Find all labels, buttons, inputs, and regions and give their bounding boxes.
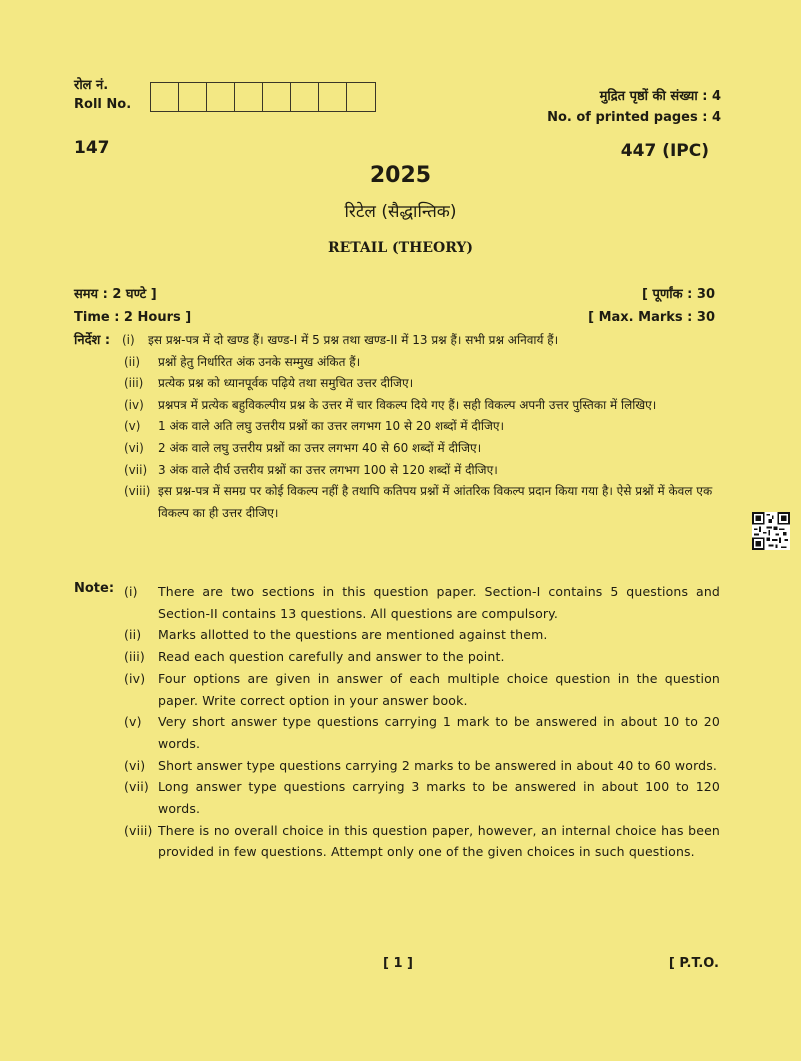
note-item [124,711,720,754]
note-text: There are two sections in this question paper. Section-I contains 5 questions and Section-II contains 13 questions. All questions are compulsory. [158,584,720,621]
instruction-number: (ii) [124,354,141,369]
note-number: (v) [124,714,142,730]
note-number: (iv) [124,670,146,686]
printed-pages-info [547,86,721,128]
note-item [124,646,720,668]
note-text: Marks allotted to the questions are mentioned against them. [158,627,548,643]
instruction-item [124,460,724,482]
instruction-text: 2 अंक वाले लघु उत्तरीय प्रश्नों का उत्तर लगभग 40 से 60 शब्दों में दीजिए। [158,440,482,455]
note-item [124,755,720,777]
note-text: There is no overall choice in this question paper, however, an internal choice has been provided in few questions. Attempt only one of the given choices in such questions. [158,822,720,860]
roll-box[interactable] [263,83,291,111]
exam-year: 2025 [369,163,432,188]
time-allowed [74,283,191,329]
note-item [124,624,720,646]
instruction-text: 3 अंक वाले दीर्घ उत्तरीय प्रश्नों का उत्तर लगभग 100 से 120 शब्दों में दीजिए। [158,462,498,477]
instruction-number: (iii) [124,376,144,391]
instruction-number: (v) [124,419,141,434]
marks-hindi: [ पूर्णांक : 30 [642,287,715,302]
note-item [124,668,720,711]
subject-title-hindi: रिटेल (सैद्धान्तिक) [344,202,457,222]
instruction-text: प्रश्नपत्र में प्रत्येक बहुविकल्पीय प्रश्न के उत्तर में चार विकल्प दिये गए हैं। सही विकल्प अपनी उत्तर पुस्तिका में लिखिए। [158,397,657,412]
instruction-text: 1 अंक वाले अति लघु उत्तरीय प्रश्नों का उत्तर लगभग 10 से 20 शब्दों में दीजिए। [158,419,505,434]
note-item [124,776,720,819]
instruction-item [124,416,724,438]
instruction-text: इस प्रश्न-पत्र में समग्र पर कोई विकल्प नहीं है तथापि कतिपय प्रश्नों में आंतरिक विकल्प प्रदान किया गया है। ऐसे प्रश्नों में केवल एक विकल्प का ही उत्तर दीजिए। [158,484,713,520]
note-number: (vii) [124,779,149,795]
roll-box[interactable] [151,83,179,111]
note-text: Read each question carefully and answer to the point. [158,649,505,665]
instruction-item [124,481,724,524]
instruction-text: प्रत्येक प्रश्न को ध्यानपूर्वक पढ़िये तथा समुचित उत्तर दीजिए। [158,376,414,391]
roll-box[interactable] [235,83,263,111]
note-number: (ii) [124,627,142,643]
roll-number-boxes[interactable] [150,82,376,112]
paper-code-left: 147 [74,138,110,158]
instruction-item [124,373,724,395]
printed-pages-english: No. of printed pages : 4 [547,110,721,125]
marks-english: [ Max. Marks : 30 [588,310,715,325]
subject-title-english: RETAIL (THEORY) [327,240,474,256]
note-number: (viii) [124,822,153,838]
instruction-text: इस प्रश्न-पत्र में दो खण्ड हैं। खण्ड-I में 5 प्रश्न तथा खण्ड-II में 13 प्रश्न हैं। सभी प्रश्न अनिवार्य हैं। [148,333,559,347]
time-hindi: समय : 2 घण्टे ] [74,287,157,302]
note-text: Short answer type questions carrying 2 marks to be answered in about 40 to 60 words. [158,757,718,773]
instruction-item [124,352,724,374]
roll-box[interactable] [179,83,207,111]
instruction-number: (iv) [124,397,144,412]
note-text: Long answer type questions carrying 3 marks to be answered in about 100 to 120 words. [158,779,720,817]
note-item [124,581,720,624]
notes-title-english: Note: [74,581,115,596]
instruction-number: (vii) [124,462,148,477]
notes-list-english [124,581,720,863]
qr-code-icon [752,512,790,550]
instruction-item [124,438,724,460]
instructions-list-hindi [124,330,724,524]
roll-box[interactable] [347,83,375,111]
note-number: (vi) [124,757,146,773]
instruction-number: (i) [122,333,135,347]
printed-pages-hindi: मुद्रित पृष्ठों की संख्या : 4 [599,89,721,104]
paper-code-right: 447 (IPC) [620,141,709,161]
roll-box[interactable] [319,83,347,111]
note-number: (i) [124,584,138,599]
instruction-item [124,395,724,417]
note-text: Four options are given in answer of each multiple choice question in the question paper. Write correct option in your answer book. [158,670,720,708]
instruction-number: (vi) [124,440,144,455]
pto-label: [ P.T.O. [668,956,719,971]
roll-box[interactable] [291,83,319,111]
time-english: Time : 2 Hours ] [74,310,192,325]
instruction-text: प्रश्नों हेतु निर्धारित अंक उनके सम्मुख अंकित हैं। [158,354,361,369]
note-item [124,820,720,863]
max-marks [588,283,715,329]
instruction-item [124,330,724,352]
page-number: [ 1 ] [383,956,413,971]
roll-label-english: Roll No. [74,97,132,112]
roll-number-label [74,76,131,114]
note-number: (iii) [124,649,145,665]
roll-label-hindi: रोल नं. [74,78,109,93]
instruction-number: (viii) [124,484,151,499]
instructions-title-hindi: निर्देश : [74,333,111,348]
roll-box[interactable] [207,83,235,111]
note-text: Very short answer type questions carrying 1 mark to be answered in about 10 to 20 words. [158,714,720,751]
